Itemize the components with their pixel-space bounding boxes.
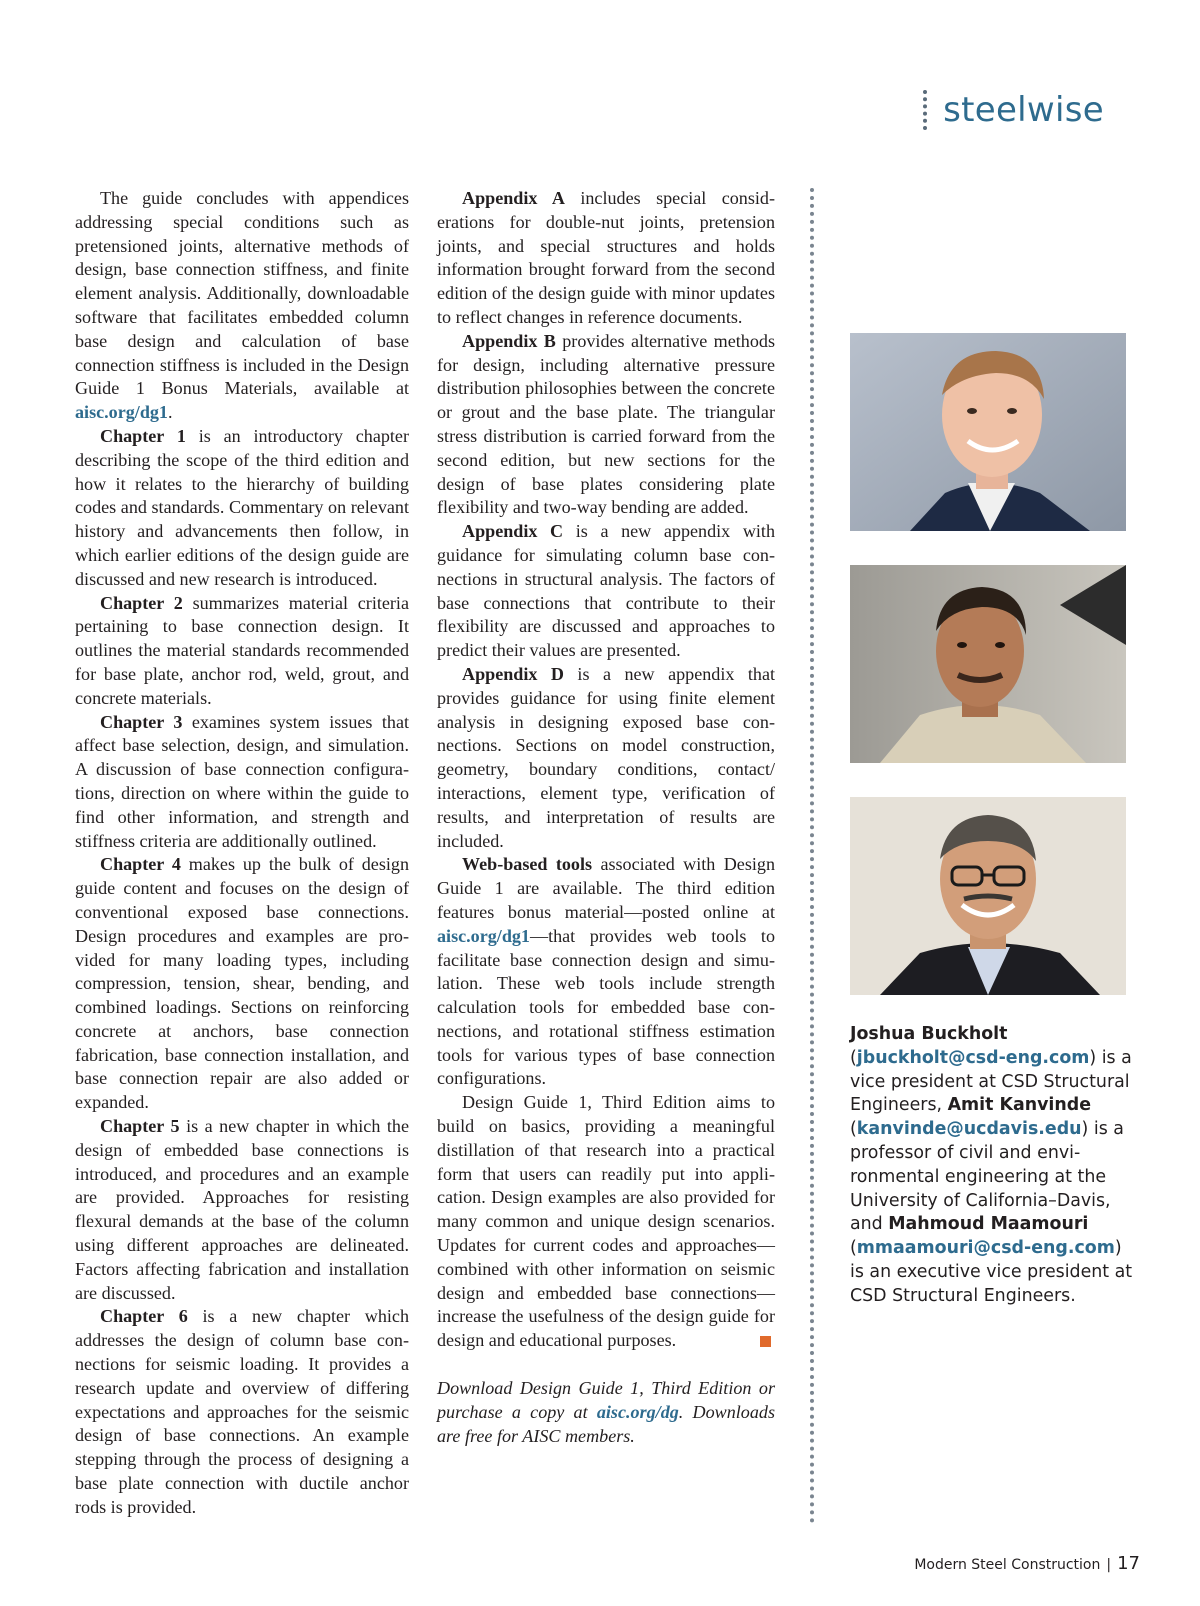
- paragraph-chapter-5: Chapter 5 is a new chapter in which the design of embedded base connections is introduced, and procedures and an example are provided. Approaches for resisting flexural demands at the base of the column using different approaches are delineated. Factors affecting fabrication and installation are discussed.: [75, 1116, 409, 1303]
- chapter-label: Chapter 1: [100, 425, 186, 446]
- web-tools-label: Web-based tools: [462, 854, 593, 875]
- paragraph-chapter-1: Chapter 1 is an introductory chapter describing the scope of the third edition and how it relates to the hierarchy of building codes and standards. Commentary on relevant history and advancements then follow, in which earlier editions of the design guide are discussed and new research is introduced.: [75, 425, 409, 589]
- paragraph-appendix-d: Appendix D is a new appendix that provides guidance for using finite element analysis in designing exposed base connections. Sections on model construction, geometry, boundary conditions, contact/ interactions, element type, verification of results, and interpretation of results are included.: [437, 663, 775, 851]
- paragraph-intro: The guide concludes with appendices addressing special conditions such as pretensioned joints, alternative methods of design, base connection stiffness, and finite element analysis. Additionally, downloadable software that facilitates embedded column base design and calculation of base connection stiffness is included in the Design Guide 1 Bonus Materials, available at aisc.org/dg1.: [75, 188, 409, 423]
- author-photo-buckholt: [850, 333, 1126, 531]
- paragraph-appendix-c: Appendix C is a new appendix with guidance for simulating column base connections in structural analysis. The factors of base connections that contribute to their flexibility are discussed and approaches to predict their values are presented.: [437, 521, 775, 661]
- appendix-label: Appendix A: [462, 188, 565, 208]
- page-footer: [914, 1553, 1140, 1574]
- article-column-2: [437, 187, 775, 1448]
- aisc-dg1-link[interactable]: aisc.org/dg1: [437, 925, 530, 946]
- author-bios: Joshua Buckholt (jbuckholt@csd-eng.com) is a vice president at CSD Structural Engineers, Amit Kanvinde (kanvinde@ucdavis.edu) is a professor of civil and environmental engineering at the University of California–Davis, and Mahmoud Maamouri (mmaamouri@csd-eng.com) is an executive vice president at CSD Structural Engineers.: [850, 1024, 1133, 1306]
- author-email[interactable]: mmaamouri@csd-eng.com: [856, 1238, 1115, 1259]
- download-note: Download Design Guide 1, Third Edition or purchase a copy at aisc.org/dg. Downloads are free for AISC members.: [437, 1378, 775, 1446]
- footer-separator: |: [1106, 1557, 1112, 1573]
- author-email[interactable]: jbuckholt@csd-eng.com: [856, 1047, 1090, 1068]
- publication-name: Modern Steel Construction: [914, 1557, 1101, 1573]
- author-name: Joshua Buckholt: [850, 1024, 1008, 1044]
- paragraph-appendix-b: Appendix B provides alternative methods for design, including alternative pressure distribution philosophies between the concrete or grout and the base plate. The triangular stress distribution is carried forward from the second edition, but new sections for the design of base plates considering plate flexibility and two-way bending are added.: [437, 330, 775, 518]
- chapter-label: Chapter 6: [100, 1306, 188, 1327]
- aisc-dg-link[interactable]: aisc.org/dg: [596, 1401, 679, 1422]
- chapter-label: Chapter 3: [100, 711, 183, 732]
- aisc-dg1-link[interactable]: aisc.org/dg1: [75, 402, 168, 423]
- chapter-label: Chapter 5: [100, 1116, 180, 1137]
- author-email[interactable]: kanvinde@ucdavis.edu: [856, 1119, 1082, 1140]
- end-of-article-mark: [760, 1336, 771, 1347]
- paragraph-web-tools: Web-based tools associated with Design Guide 1 are available. The third edition features bonus material—posted online at aisc.org/dg1—that provides web tools to facilitate base connection design and simulation. These web tools include strength calculation tools for embedded base connections, and rotational stiffness estimation tools for various types of base connection configurations.: [437, 854, 776, 1089]
- paragraph-closing: Design Guide 1, Third Edition aims to build on basics, providing a meaningful distillation of that research into a practical form that users can readily put into application. Design examples are also provided for many common and unique design scenarios. Updates for current codes and approaches—combined with other information on seismic design and embedded base connections—increase the usefulness of the design guide for design and educational purposes.: [437, 1092, 775, 1351]
- article-column-1: [75, 187, 409, 1520]
- chapter-label: Chapter 4: [100, 854, 181, 875]
- paragraph-chapter-3: Chapter 3 examines system issues that affect base selection, design, and simulation. A discussion of base connection configurations, direction on where within the guide to find other information, and strength and stiffness criteria are additionally outlined.: [75, 711, 409, 851]
- column-divider: [810, 188, 814, 1524]
- section-header: [923, 90, 1104, 130]
- author-photo-maamouri: [850, 797, 1126, 995]
- paragraph-chapter-6: Chapter 6 is a new chapter which addresses the design of column base connections for seismic loading. It provides a research update and overview of differing expectations and approaches for the seismic design of base connections. An example stepping through the process of designing a base plate connection with ductile anchor rods is provided.: [75, 1306, 409, 1517]
- author-name: Amit Kanvinde: [947, 1095, 1091, 1116]
- author-name: Mahmoud Maamouri: [888, 1214, 1089, 1235]
- chapter-label: Chapter 2: [100, 592, 183, 613]
- dotted-rule: [923, 90, 927, 130]
- author-photo-kanvinde: [850, 565, 1126, 763]
- paragraph-chapter-2: Chapter 2 summarizes material criteria pertaining to base connection design. It outlines the material standards recommended for base plate, anchor rod, weld, grout, and concrete materials.: [75, 592, 409, 708]
- appendix-label: Appendix D: [462, 663, 564, 684]
- paragraph-appendix-a: Appendix A includes special considerations for double-nut joints, pretension joints, and special structures and holds information brought forward from the second edition of the design guide with minor updates to reflect changes in reference documents.: [437, 188, 776, 327]
- section-label: steelwise: [943, 90, 1104, 130]
- paragraph-chapter-4: Chapter 4 makes up the bulk of design guide content and focuses on the design of conventional exposed base connections. Design procedures and examples are provided for many loading types, including compression, tension, shear, bending, and combined loadings. Sections on reinforcing concrete at anchors, base connection fabrication, base connection installation, and base connection repair are also added or expanded.: [75, 854, 410, 1113]
- page-number: 17: [1117, 1553, 1140, 1574]
- appendix-label: Appendix C: [462, 521, 564, 542]
- appendix-label: Appendix B: [462, 330, 556, 351]
